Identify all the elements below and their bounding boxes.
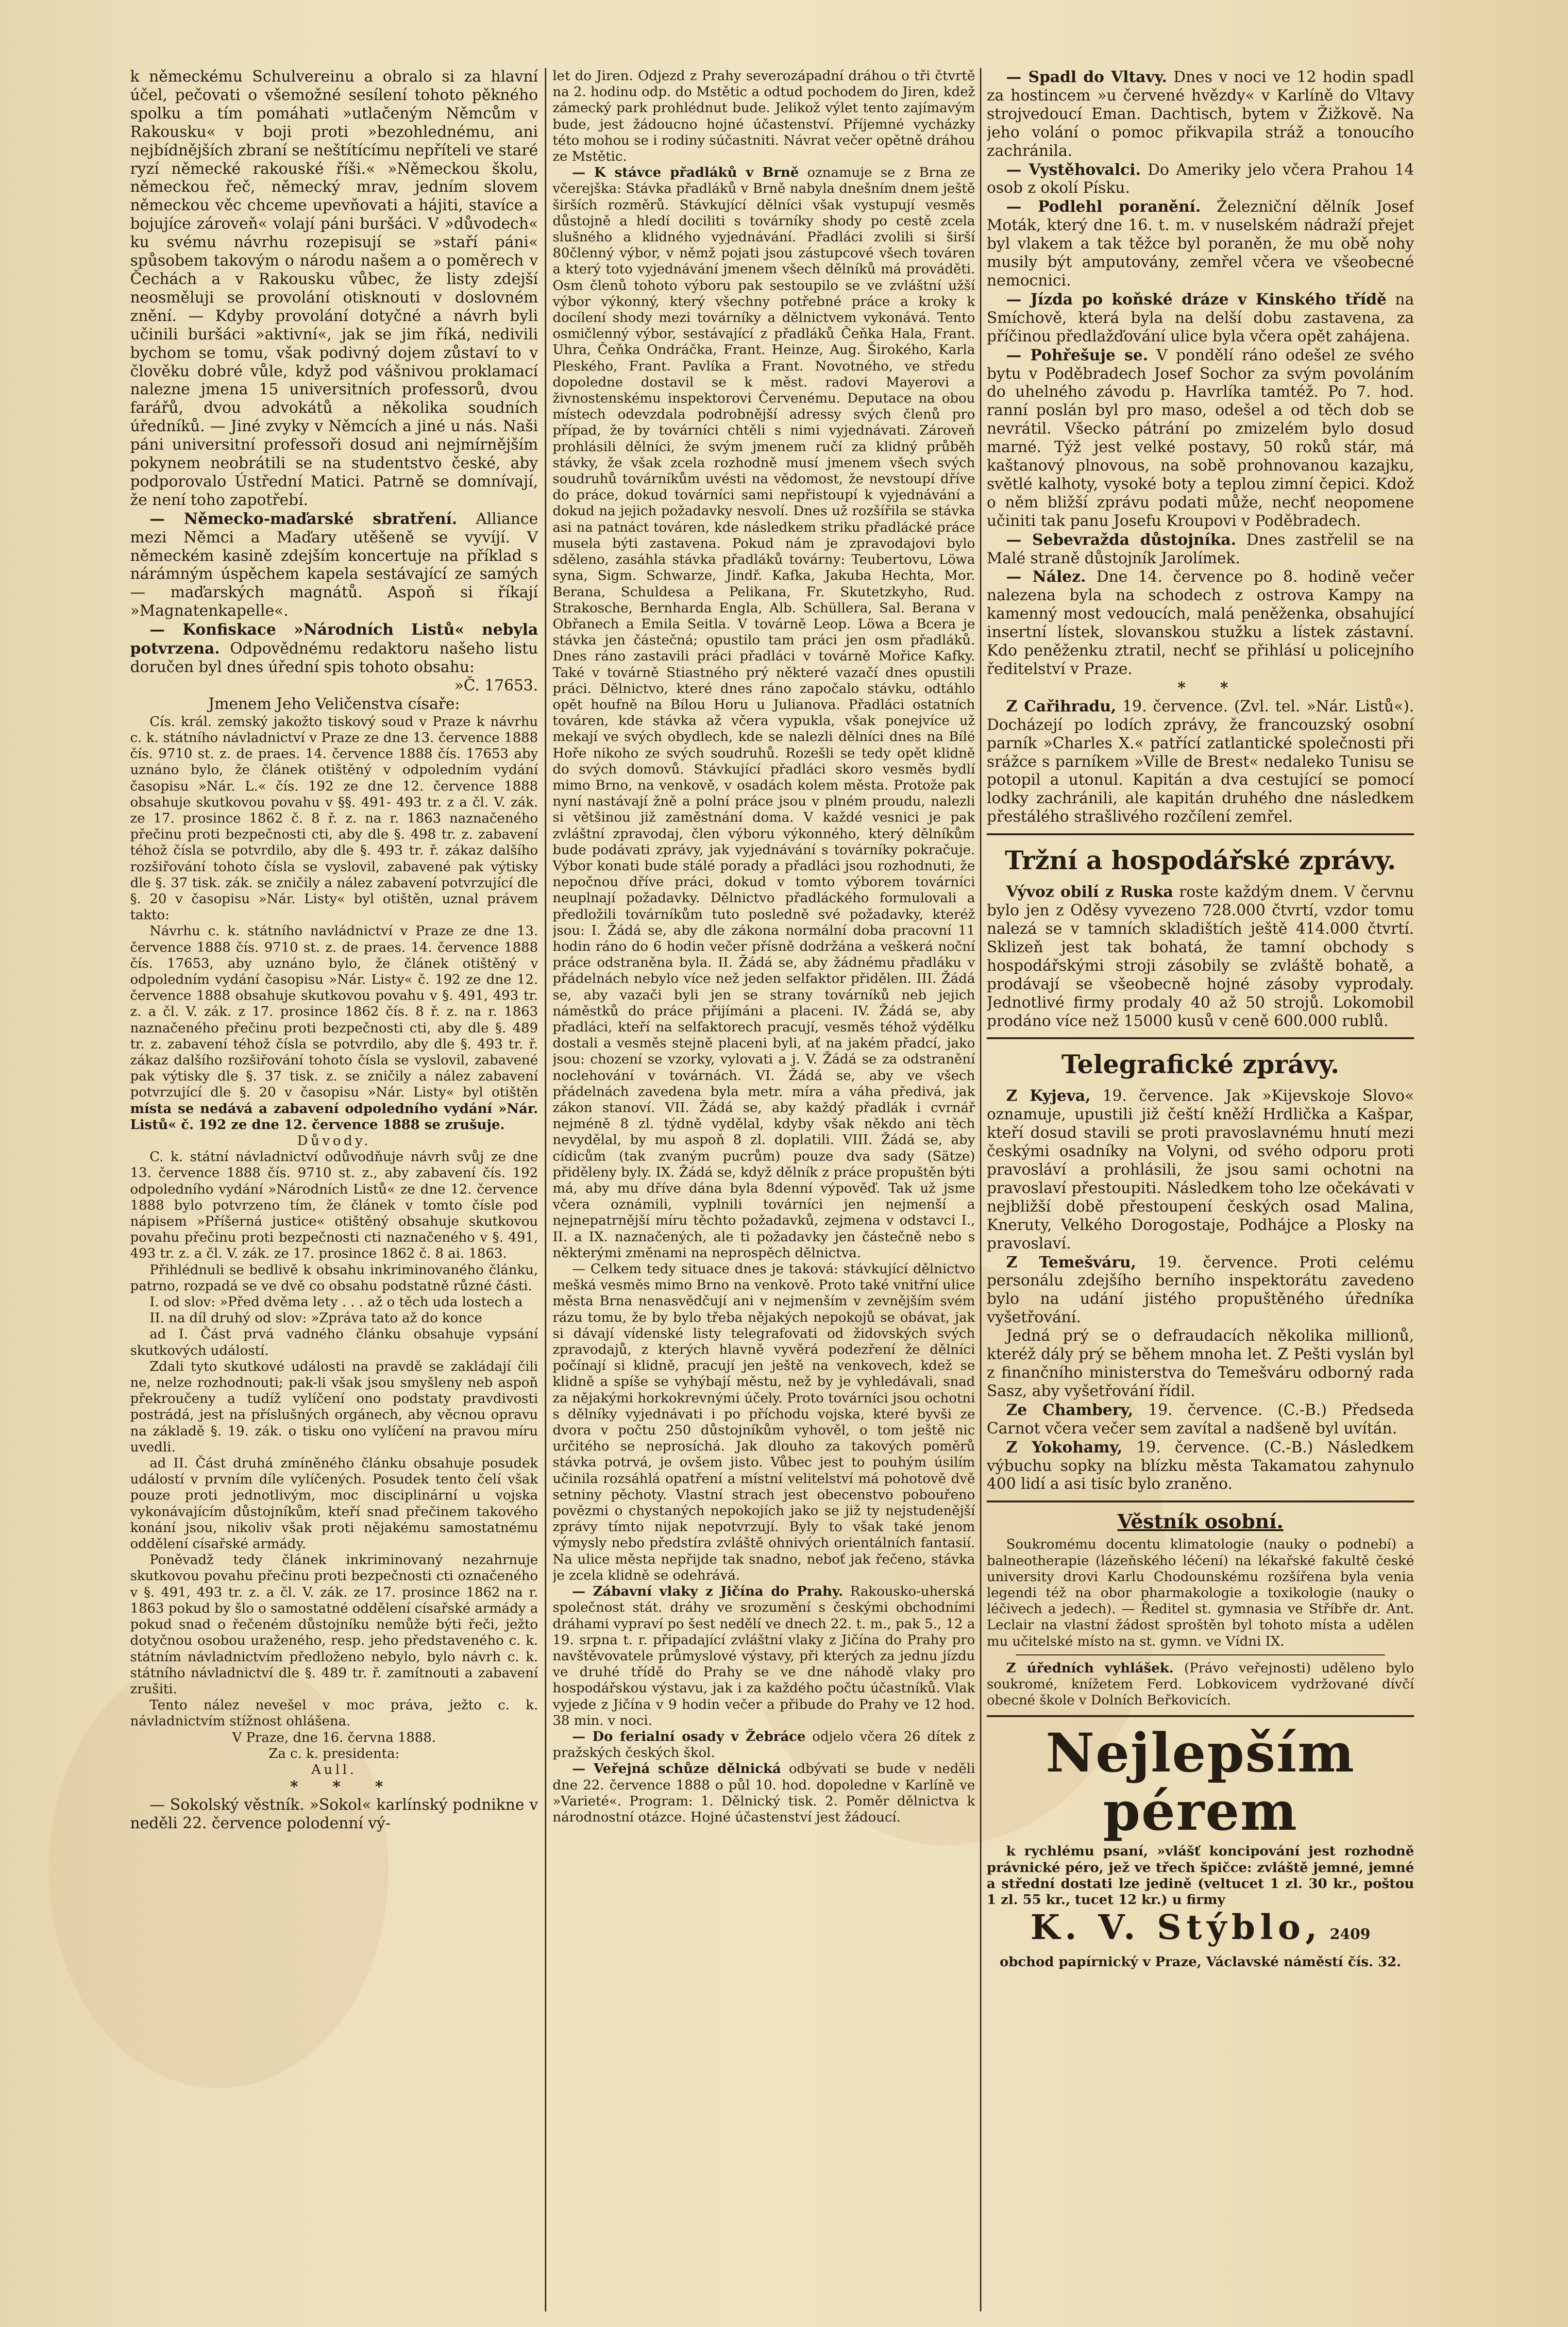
article-heading: Z úředních vyhlášek. <box>1006 1660 1174 1676</box>
article-text: 19. července. Proti celému personálu zdejšího berního inspektorátu zavedeno bylo na udání jistého propuštěného úředníka vyšetřování. <box>987 1253 1414 1327</box>
article-heading: — Pohřešuje se. <box>1006 346 1148 364</box>
signature: Aull. <box>311 1761 357 1777</box>
article-heading: — Německo-maďarské sbratření. <box>150 509 457 528</box>
article-heading: — Podlehl poranění. <box>1006 198 1201 216</box>
decree-text: II. na díl druhý od slov: »Zpráva tato až do konce <box>150 1310 483 1326</box>
article-text: 19. července. Jak »Kijevskoje Slovo« oznamuje, upustili již čeští kněží Hrdlička a Kašpar, kteří dosud stavili se proti pravoslavnému hnutí mezi českými osadníky na Volyni, od svého odporu proti pravosláví a prohlásili, že jsou sami ochotni na pravoslaví přestoupiti. Následkem toho lze očekávati v nejbližší době přestoupení českých osad Malina, Kneruty, Velkého Dorogostaje, Podhájce a Plosky na pravoslaví. <box>987 1087 1414 1252</box>
article-heading: — K stávce přadláků v Brně <box>572 165 799 181</box>
article-heading: Z Temešváru, <box>1006 1253 1136 1271</box>
article-heading: — Jízda po koňské dráze v Kinského třídě <box>1006 290 1387 308</box>
decree-text: Tento nález nevešel v moc práva, ježto c. k. návladnictvím stížnost ohlášena. <box>130 1697 538 1729</box>
article-heading: Z Cařihradu, <box>1006 697 1116 715</box>
article-text: odbývati se bude v neděli dne 22. července 1888 o půl 10. hod. dopoledne v Karlíně ve »Varieté«. Program: 1. Dělnický tisk. 2. Poměr dělnictva k národnostní otázce. Hojné účastenství jest žádoucí. <box>553 1761 975 1825</box>
article-text: odjelo včera 26 dítek z pražských českých škol. <box>553 1728 975 1761</box>
advertisement <box>987 1721 1414 1970</box>
decree-text: I. od slov: »Před dvěma lety . . . až o těch uda lostech a <box>150 1294 523 1310</box>
article-text: Odpovědnému redaktoru našeho listu doručen byl dnes úřední spis tohoto obsahu: <box>130 640 538 676</box>
article-text: 19. července. (C.-B.) Následkem výbuchu sopky na blízku města Takamatou zahynulo 400 lidí a asi tisíc bylo zraněno. <box>987 1438 1414 1493</box>
article-heading: — Do ferialní osady v Žebráce <box>572 1728 806 1744</box>
article-heading: — Sebevražda důstojníka. <box>1006 530 1236 549</box>
decree-text: Zdali tyto skutkové události na pravdě se zakládají čili ne, nelze rozhodnouti; pak-li však jsou smyšleny neb aspoň překroučeny a tudíž vylíčení ono podstaty pravdivosti postrádá, jest na příslušných orgánech, aby věcnou opravu na základě §. 19. zák. o tisku ono vylíčení na pravou míru uvedli. <box>130 1358 538 1455</box>
article-text: V pondělí ráno odešel ze svého bytu v Poděbradech Josef Sochor za svým povoláním do uhelného závodu p. Havrlíka tamtéž. Po 7. hod. ranní poslán byl pro maso, odešel a od těch dob se nevrátil. Všecko pátrání po zmizelém bylo dosud marné. Týž jest velké postavy, 50 roků stár, má kaštanový plnovous, na sobě prohnovanou kazajku, světlé kalhoty, vysoké boty a teplou zimní čepici. Kdož o něm bližší zprávu podati může, nechť neopomene učiniti tak panu Josefu Kroupovi v Poděbradech. <box>987 346 1414 530</box>
decree-text: Cís. král. zemský jakožto tiskový soud v Praze k návrhu c. k. státního návladnictví v Praze ze dne 13. července 1888 čís. 9710 st. z. de praes. 14. července 1888 čís. 17653 aby uznáno bylo, že článek otištěný v odpoledním vydání časopisu »Nár. L.« čís. 192 ze dne 12. července 1888 obsahuje skutkovou povahu v §§. 491- 493 tr. z a čl. V. zák. ze 17. prosince 1862 č. 8 ř. z. na r. 1863 naznačeného přečinu proti bezpečnosti cti, aby dle §. 498 tr. z. zabavení téhož čísla se potvrdilo, aby dle §. 493 tr. ř. zákaz dalšího rozšiřování tohoto čísla se vyslovil, zabavené pak výtisky dle §. 37 tisk. zák. se zničily a nález zabavení potvrzující dle §. 20 v časopisu »Nár. Listy« byl otištěn, uznal právem takto: <box>130 713 538 923</box>
article-heading: Z Kyjeva, <box>1006 1087 1091 1105</box>
section-divider <box>987 833 1414 835</box>
article-heading: — Spadl do Vltavy. <box>1006 68 1167 86</box>
article-text: Dnes zastřelil se na Malé straně důstojník Jarolímek. <box>987 531 1414 567</box>
article-heading: — Zábavní vlaky z Jičína do Prahy. <box>572 1584 843 1600</box>
article-heading: — Veřejná schůze dělnická <box>572 1761 781 1777</box>
article-text: Soukromému docentu klimatologie (nauky o podnebí) a balneotherapie (lázeňského léčení) na lékařské fakultě české university drovi Karlu Chodounskému rozšířena byla venia legendi též na obor pharmakologie a toxikologie (nauky o léčivech a jedech). — Ředitel st. gymnasia ve Stříbře dr. Ant. Leclair na vlastní žádost sproštěn byl tohoto místa a udělen mu učitelské místo na st. gymn. ve Vídni IX. <box>987 1536 1414 1649</box>
article-text: Rakousko-uherská společnost stát. dráhy ve srozumění s českými obchodními dráhami vypraví po šest nedělí ve dnech 22. t. m., pak 5., 12 a 19. srpna t. r. připadající zvláštní vlaky z Jičína do Prahy pro navštěvovatele průmyslové výstavy, při kterých za jednu jízdu ve druhé třídě do Prahy se ve dne náhodě vlaky pro hospodářskou výstavu, jak i za každého počtu účastníků. Vlak vyjede z Jičína v 9 hodin večer a přibude do Prahy ve 12 hod. 38 min. v noci. <box>553 1584 975 1728</box>
column-rule <box>545 68 546 2311</box>
section-divider <box>987 1715 1414 1717</box>
article-text: — Sokolský věstník. »Sokol« karlínský podnikne v neděli 22. července polodenní vý- <box>130 1796 538 1832</box>
decree-text: Návrhu c. k. státního navládnictví v Praze ze dne 13. července 1888 čís. 9710 st. z. de praes. 14. července 1888 čís. 17653, aby uznáno bylo, že článek otištěný v odpoledním vydání časopisu »Nár. Listy« č. 192 ze dne 12. července 1888 obsahuje skutkovou povahu v §. 491, 493 tr. z. a čl. V. zák. z 17. prosince 1862 čís. 8 ř. z. na r. 1863 naznačeného přečinu proti bezpečnosti cti, aby dle §. 489 tr. z. zabavení téhož čísla se potvrdilo, aby dle §. 493 tr. ř. zákaz dalšího rozšiřování tohoto čísla se vyslovil, zabavené pak výtisky dle §. 37 tisk. z. se zničily a nález zabavení potvrzující dle §. 20 v časopisu »Nár. Listy« byl otištěn <box>130 923 538 1100</box>
column-3 <box>987 68 1414 2302</box>
article-text: — Celkem tedy situace dnes je taková: stávkující dělnictvo mešká vesměs mimo Brno na venkově. Proto také vnitřní ulice města Brna nenasvědčují ani v nejmenším v zevnějším svém rázu tomu, že by bylo třeba nějakých nepokojů se obávat, jak si dávají vídenské listy telegrafovati od židovských svých zpravodajů, z kterých hlavně vyvěrá podezření že dělníci počínají si klidně, pracují jen ještě na venkovech, kdež se klidně a spíše se vyhýbají městu, než by je vyhledávali, snad za nějakými horkokrevnými účely. Proto továrníci jsou ochotni s dělníky vyjednávati i po příchodu vojska, které byvši ze dvora v počtu 250 důstojníkům vyhověl, o tom ještě nic určitého se neprosíchá. Jak dlouho za takových poměrů stávka potrvá, je ovšem jisto. Vůbec jest to pouhým úsilím učinila rozsáhlá opatření a místní velitelství má pohotově dvě setniny pěchoty. Vlastní strach jest obecenstvo pobouřeno povězmi o chystaných nepokojích jako se již ty nejstudenější zprávy tímto nijak nepotvrzují. Byly to však také jenom výmysly nebo předstíra zvláště ohnivých orientálních fantasií. Na ulice města nepřijde tak snadno, neboť jak řečeno, stávka je zcela klidně se odehrává. <box>553 1261 975 1583</box>
article-heading: Vývoz obilí z Ruska <box>1006 883 1173 901</box>
section-stars: * * <box>1178 678 1243 697</box>
decree-text: ad II. Část druhá zmíněného článku obsahuje posudek událostí v prvním díle vylíčených. Posudek tento čelí však pouze proti jednotlivým, moc disciplinární u vojska vykonávajícím důstojníkům, kteří snad přečinem takového konání jsou, nikoliv však proti nějakému samostatnému oddělení císařské armády. <box>130 1455 538 1552</box>
article-text: oznamuje se z Brna ze včerejška: Stávka přadláků v Brně nabyla dnešním dnem ještě širších rozměrů. Stávkující dělníci však vystupují vesměs důstojně a hledí dociliti s továrníky shody po cestě zcela slušného a klidného vyjednávání. Přadláci zvolili si širší 80členný výbor, v němž pojati jsou zástupcové všech továren a který toto vyjednávání jmenem všech dělníků má prováděti. Osm členů tohoto výboru pak sestoupilo se ve zvláštní užší výbor výkonný, který všechny potřebné práce a kroky k docílení shody mezi továrníky a dělnictvem vykonává. Tento osmičlenný výbor, sestávající z přadláků Čeňka Hala, Frant. Uhra, Čeňka Ondráčka, Frant. Heinze, Aug. Širokého, Karla Pleského, Frant. Pavlíka a Frant. Novotného, ve středu dopoledne dostavil se k měst. radovi Mayerovi a živnostenskému inspektorovi Červenému. Deputace na obou místech odevzdala podrobnější adressy svých členů pro případ, že by továrníci chtěli s nimi vyjednávati. Zároveň prohlásili dělníci, že svým jmenem ručí za klidný průběh stávky, že však zcela rozhodně musí jmenem všech svých soudruhů továrníkům uvésti na vědomost, že nevstoupí dříve do práce, dokud továrníci sami nepřistoupí k vyjednávání a dokud na jejich požadavky nesvolí. Dnes už rozšířila se stávka asi na patnáct továren, kde následkem striku přadlácké práce musela býti zastavena. Pokud nám je zpravodajovi bylo sděleno, zasáhla stávka přadláků továrny: Teubertovu, Löwa syna, Sigm. Schwarze, Jindř. Kafka, Jakuba Hechta, Mor. Berana, Schuldesa a Pelikana, Fr. Skutetzkyho, Rud. Strakosche, Bernharda Engla, Alb. Schüllera, Sal. Berana v Obřanech a Emila Seitla. V továrně Leop. Löwa a Bcera je stávka jen částečná; opustilo tam práci jen osm přadláků. Dnes ráno zastavili práci přadláci v továrně Mořice Kafky. Také v továrně Stiastného prý některé vazačí dnes opustili práci. Dělnictvo, které dnes ráno započalo stávku, odtáhlo opět houfně na Bílou Horu u Julianova. Přadláci ostatních továren, kde stávka až včera vypukla, však ponejvíce už mekají ve svých obydlech, kde se nalezli dělníci dnes na Bílé Hoře nikoho ze svých soudruhů. Rozešli se tedy opět klidně do svých domovů. Stávkující přadláci skoro vesměs bydlí mimo Brno, na venkově, v osadách kolem města. Protože pak nyní nastávají žně a polní práce jsou v plném proudu, nalezli si většinou již zaměstnání doma. V každé vesnici je pak zvláštní zpravodaj, člen výboru výkonného, který dělníkům bude podávati zprávy, jak vyjednávání s továrníky pokračuje. Výbor konati bude stálé porady a přadláci jsou rozhodnuti, že nepočnou dříve práci, dokud v tomto výborem továrníci neuplnají požadavky. Dělnictvo přadláckého formulovali a předložili továrníkům tuto posledně své požadavky, kteréž jsou: I. Žádá se, aby dle zákona normální doba pracovní 11 hodin ráno do 6 hodin večer přísně dodržána a veškerá noční práce odstraněna byla. II. Žádá se, aby žádnému přadláku v přádelnách nebylo více než jeden selfaktor přidělen. III. Žádá se, aby vazači byli jen se strany továrníků neb jejich náměstků do práce přijímáni a placeni. IV. Žádá se, aby přadláci, kteří na selfaktorech pracují, vesměs téhož výdělku dostali a vesměs stejně placeni byli, ať na jakém přadcí, jako jsou: chození se vzorky, vylovati a j. V. Žádá se za odstranění noclehování v továrnách. VI. Žádá se, aby ve všech přádelnách zavedena byla metr. míra a váha předivá, jak zákon stanoví. VII. Žádá se, aby každý přadlák i cvrnář nejméně 8 zl. týdně vydělal, kdyby však někdo ani těch nevydělal, by mu aspoň 8 zl. doplatili. VIII. Žádá se, aby cídicům (tak zvaným pucrům) pouze dva sady (Sätze) přiděleny byly. IX. Žádá se, když dělník z práce propuštěn býti má, aby mu dříve dána byla 8denní výpověď. Tak už jsme včera oznámili, vyplnili továrníci jen nejmenší a nejnepatrnější míru těchto požadavků, zejmena v odstavci I., II. a IX. naznačených, ale ti požadavky jen částečně nebo s některými změnami na neprospěch dělnictva. <box>553 165 975 1261</box>
article-heading: — Vystěhovalci. <box>1006 160 1141 179</box>
article-text: 19. července. (C.-B.) Předseda Carnot včera večer sem zavítal a nadšeně byl uvítán. <box>987 1401 1414 1437</box>
ad-address: obchod papírnický v Praze, Václavské náměstí čís. 32. <box>999 1954 1401 1970</box>
section-divider <box>987 1501 1414 1502</box>
ad-title: Nejlepším pérem <box>1045 1721 1355 1843</box>
section-title-personal: Věstník osobní. <box>1117 1510 1283 1534</box>
article-text: Alliance mezi Němci a Maďary utěšeně se vyvíjí. V německém kasině zdejším koncertuje na příklad s nárámným úspěchem kapela sestávající ze samých — maďarských magnátů. Aspoň si říkají »Magnatenkapelle«. <box>130 510 538 620</box>
decree-text: ad I. Část prvá vadného článku obsahuje vypsání skutkových událostí. <box>130 1326 538 1358</box>
section-divider <box>987 1037 1414 1039</box>
date-place: V Praze, dne 16. června 1888. <box>232 1729 436 1745</box>
ad-firm-name: K. V. Stýblo, <box>1030 1907 1322 1948</box>
decree-text: Poněvadž tedy článek inkriminovaný nezahrnuje skutkovou povahu přečinu proti bezpečnosti cti označeného v §. 491, 493 tr. z. a čl. V. zák. ze 17. prosince 1862 na r. 1863 pokud by šlo o samostatné oddělení císařské armády a pokud snad o řečeném důstojníku nemůže býti řeči, ježto dotyčnou osobou uraženého, resp. jeho představeného c. k. státním návladnictvím předloženo nebylo, bylo návrh c. k. státního návladnictví dle §. 489 tr. ř. zamítnouti a zabavení zrušiti. <box>130 1552 538 1697</box>
article-heading: Z Yokohamy, <box>1006 1438 1123 1456</box>
article-text: Jedná prý se o defraudacích několika millionů, kteréž dály prý se během mnoha let. Z Pešti vyslán byl z finančního ministerstva do Temešváru odborný rada Sasz, aby vyšetřování řídil. <box>987 1327 1414 1400</box>
decree-text: C. k. státní návladnictví odůvodňuje návrh svůj ze dne 13. července 1888 čís. 9710 st. z., aby zabavení čís. 192 odpoledního vydání »Národních Listů« ze dne 12. července 1888 bylo potvrzeno tím, že článek v tomto čísle pod nápisem »Příšerná justice« otištěný obsahuje skutkovou povahu přečinu proti bezpečnosti cti naznačeného v §. 491, 493 tr. z. a čl. V. zák. ze 17. prosince 1862 č. 8 ai. 1863. <box>130 1149 538 1262</box>
decree-title: Jmenem Jeho Veličenstva císaře: <box>208 695 460 713</box>
section-title-telegraph: Telegrafické zprávy. <box>1061 1050 1340 1080</box>
reasons-heading: Důvody. <box>297 1133 371 1148</box>
decree-verdict: místa se nedává a zabavení odpoledního vydání »Nár. Listů« č. 192 ze dne 12. července 1888 se zrušuje. <box>130 1100 538 1132</box>
article-heading: — Nález. <box>1006 568 1086 586</box>
section-title-market: Tržní a hospodářské zprávy. <box>1005 846 1396 876</box>
ad-number: 2409 <box>1330 1926 1371 1943</box>
article-heading: Ze Chambery, <box>1006 1400 1133 1419</box>
article-text: Dnes v noci ve 12 hodin spadl za hostincem »u červené hvězdy« v Karlíně do Vltavy strojvedoucí Eman. Dachtisch, bytem v Žižkově. Na jeho volání o pomoc přikvapila stráž a tonoucího zachránila. <box>987 68 1414 160</box>
section-divider <box>1016 1654 1385 1655</box>
article-heading: — Konfiskace »Národních Listů« nebyla potvrzena. <box>130 621 538 658</box>
reference-number: »Č. 17653. <box>454 676 538 694</box>
signatory-title: Za c. k. presidenta: <box>269 1745 400 1761</box>
column-2 <box>553 68 975 2302</box>
article-text: roste každým dnem. V červnu bylo jen z Oděsy vyvezeno 728.000 čtvrtí, vzdor tomu nalezá se v tamních skladištích ještě 414.000 čtvrtí. Sklizeň jest tak bohatá, že tamní obchody s hospodářskými stroji zásobily se zvláště bohatě, a prodávají se všeobecně hojné zásoby vyprodaly. Jednotlivé firmy prodaly 40 až 50 strojů. Lokomobil prodáno více než 15000 kusů v ceně 600.000 rublů. <box>987 883 1414 1030</box>
article-text: 19. července. (Zvl. tel. »Nár. Listů«). Docházejí po lodích zprávy, že francouzský osobní parník »Charles X.« patřící zatlantické společnosti při srážce s parníkem »Ville de Brest« nedaleko Tunisu se potopil a utonul. Kapitán a dva cestující se pomocí lodky zachránili, ale kapitán druhého dne následkem přestálého strašlivého rozčílení zemřel. <box>987 697 1414 826</box>
article-text: na Smíchově, která byla na delší dobu zastavena, za příčinou předlažďování ulice byla včera opět zahájena. <box>987 290 1414 345</box>
article-text: (Právo veřejnosti) uděleno bylo soukromé, knížetem Ferd. Lobkovicem vydržované dívčí obecné škole v Dolních Beřkovicích. <box>987 1660 1414 1708</box>
article-text: Dne 14. července po 8. hodině večer nalezena byla na schodech z ostrova Kampy na kamenný most vedoucích, malá peněženka, obsahující insertní lístek, slovanskou stužku a lístek zástavní. Kdo peněženku ztratil, nechť se přihlásí u policejního ředitelství v Praze. <box>987 568 1414 678</box>
column-rule <box>980 68 981 2311</box>
article-text: let do Jiren. Odjezd z Prahy severozápadní dráhou o tři čtvrtě na 2. hodinu odp. do Mstětic a odtud pochodem do Jiren, kdež zámecký park prohlédnut bude. Jelikož výlet tento zajímavým bude, jest žádoucno hojné účastenství. Příjemné vycházky této mohou se i rodiny súčastniti. Návrat večer opětně dráhou ze Mstětic. <box>553 68 975 165</box>
article-text: k německému Schulvereinu a obralo si za hlavní účel, pečovati o všemožné sesílení tohoto pěkného spolku a tím pomáhati »utlačeným Němcům v Rakousku« v boji proti »bezohlednému, ani nejbídnějších zbraní se neštítícímu nepříteli ve staré ryzí německé rakouské říši.« »Německou školu, německou řeč, německý mrav, jedním slovem německou věc chceme upevňovati a hájiti, stavíce a bojujíce zároveň« volají páni buršáci. V »důvodech« ku svému návrhu rozepisují se »staří páni« spůsobem takovým o národu našem a o poměrech v Čechách a v Rakousku vůbec, že listy zdejší neosměluji se provolání otisknouti v doslovném znění. — Kdyby provolání dotyčné a návrh byli učinili buršáci »aktivní«, jak se jim říká, nedivili bychom se tomu, však podivný dojem zůstaví to v člověku dobré vůle, když pod vášnivou proklamací nalezne jmena 15 universitních professorů, dvou farářů, dvou advokátů a několika soudních úředníků. — Jiné zvyky v Němcích a jiné u nás. Naši páni universitní professoři dosud ani nejmírnějším pokynem neobrátili se na studentstvo české, aby podporovalo Ústřední Matici. Patrně se domnívají, že není toho zapotřebí. <box>130 68 538 509</box>
column-1 <box>130 68 538 2302</box>
section-stars: * * * <box>290 1778 398 1796</box>
article-text: Železniční dělník Josef Moták, který dne 16. t. m. v nuselském nádraží přejet byl vlakem a tak těžce byl poraněn, že mu obě nohy musily být amputovány, zemřel včera ve všeobecné nemocnici. <box>987 198 1414 289</box>
ad-text: k rychlému psaní, »vlášť koncipování jest rozhodně právnické péro, jež ve třech špičce: zvláště jemné, jemné a střední dostati lze jedině (veltucet 1 zl. 30 kr., poštou 1 zl. 55 kr., tucet 12 kr.) u firmy <box>987 1843 1414 1907</box>
decree-text: Přihlédnuli se bedlivě k obsahu inkriminovaného článku, patrno, rozpadá se ve dvě co obsahu podstatně různé části. <box>130 1262 538 1294</box>
article-text: Do Ameriky jelo včera Prahou 14 osob z okolí Písku. <box>987 161 1414 197</box>
